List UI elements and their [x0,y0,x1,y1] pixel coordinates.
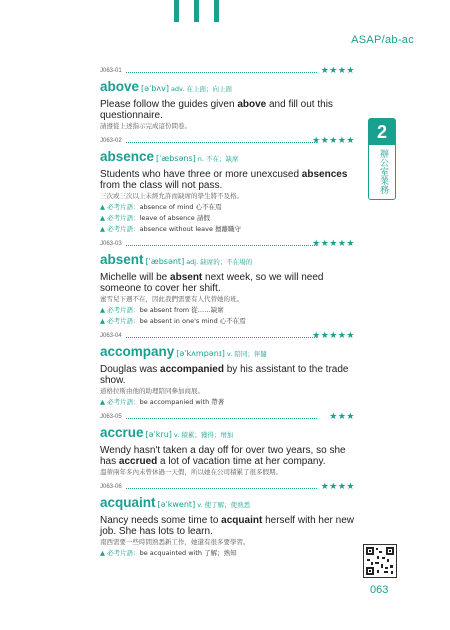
collocation-phrase [100,317,355,326]
pronunciation: [əˈkru] [145,430,172,439]
entry-header-rule [100,138,355,148]
entry-headword-line [100,495,355,513]
importance-stars: ★★★★ [320,66,355,76]
part-of-speech-definition: v. 陪同；伴隨 [226,350,267,358]
importance-stars: ★★★★★ [312,136,355,146]
headword: absence [100,149,155,164]
pronunciation: [əˈkʌmpənɪ] [176,349,225,358]
qr-code [363,544,397,578]
vocab-entry [100,241,355,326]
chapter-side-tab [368,118,396,200]
entry-headword-line [100,425,355,443]
page-number: 063 [370,584,389,596]
importance-stars: ★★★★ [320,482,355,492]
chinese-translation: 蜜雪兒下週不在，因此我們需要有人代替她的班。 [100,295,243,303]
example-text: and fill out this questionnaire. [100,99,333,121]
vocab-entry [100,333,355,407]
chinese-translation: 南西需要一些時間熟悉新工作，她還有很多要學習。 [100,538,250,546]
collocation-phrase [100,306,355,315]
entry-headword-line [100,149,355,167]
example-text: next week, so we will need someone to cover her shift. [100,272,324,294]
example-sentence [100,169,355,191]
collocation-text: leave of absence 請假 [139,214,210,222]
collocation-phrase [100,225,355,234]
qr-code-icon [364,545,396,577]
example-keyword: acquaint [221,515,263,526]
example-text: by his assistant to the trade show. [100,364,349,386]
headword: acquaint [100,495,156,510]
page-header [0,0,450,64]
collocation-text: absence of mind 心不在焉 [139,203,222,211]
collocation-text: be absent from 從……缺席 [139,306,224,314]
audio-track-code: J063-05 [100,414,125,420]
chinese-translation: 溫蒂兩年多內未曾休過一天假，所以她在公司積累了很多假期。 [100,468,282,476]
audio-track-code: J063-04 [100,333,125,339]
headword: absent [100,252,144,267]
example-text: herself with her new job. She has lots to learn. [100,515,355,537]
collocation-tag: ▲ 必考片語： [100,549,140,557]
example-text: Douglas was [100,364,161,375]
chinese-translation: 三次或三次以上未經允許而缺席的學生將不及格。 [100,192,243,200]
collocation-phrase [100,203,355,212]
example-keyword: above [237,99,267,110]
entry-headword-line [100,252,355,270]
part-of-speech-definition: adv. 在上面；向上面 [170,85,233,93]
entry-header-rule [100,68,355,78]
example-text: from the class will not pass. [100,180,223,191]
part-of-speech-definition: v. 積累；獲得；增加 [173,431,234,439]
importance-stars: ★★★★★ [312,331,355,341]
collocation-tag: ▲ 必考片語： [100,214,140,222]
dotted-divider [100,142,317,143]
dotted-divider [100,418,317,419]
audio-track-code: J063-06 [100,484,125,490]
collocation-text: be acquainted with 了解；熟知 [139,549,237,557]
example-sentence [100,272,355,294]
audio-track-code: J063-01 [100,68,125,74]
example-text: Wendy hasn't taken a day off for over two years, so she has [100,445,346,467]
dotted-divider [100,337,317,338]
example-sentence [100,364,355,386]
headword: accrue [100,425,144,440]
example-text: Students who have three or more unexcused [100,169,302,180]
vocabulary-list [100,68,355,565]
audio-track-code: J063-03 [100,241,125,247]
pronunciation: [ˈæbsənt] [145,257,185,266]
entry-header-rule [100,484,355,494]
vocab-entry [100,414,355,477]
entry-header-rule [100,414,355,424]
headword: above [100,79,140,94]
example-sentence [100,99,355,121]
entry-headword-line [100,79,355,97]
collocation-text: absence without leave 擅離職守 [139,225,242,233]
collocation-phrase [100,549,355,558]
example-keyword: absent [170,272,203,283]
chapter-label: 辦公室業務 [378,149,388,194]
collocation-tag: ▲ 必考片語： [100,225,140,233]
dotted-divider [100,488,317,489]
importance-stars: ★★★ [329,412,355,422]
collocation-text: be absent in one's mind 心不在焉 [139,317,246,325]
entry-headword-line [100,344,355,362]
vocab-entry [100,484,355,558]
vocab-entry [100,138,355,234]
headword: accompany [100,344,175,359]
entry-header-rule [100,241,355,251]
audio-track-code: J063-02 [100,138,125,144]
example-text: Nancy needs some time to [100,515,222,526]
example-text: Please follow the guides given [100,99,238,110]
part-of-speech-definition: v. 使了解；使熟悉 [197,501,251,509]
collocation-tag: ▲ 必考片語： [100,306,140,314]
part-of-speech-definition: n. 不在；缺席 [197,155,239,163]
chinese-translation: 道格拉斯由他的助理陪同參加商展。 [100,387,204,395]
dotted-divider [100,245,317,246]
chinese-translation: 請遵從上述指示完成這份問卷。 [100,122,191,130]
example-keyword: accrued [118,456,158,467]
collocation-tag: ▲ 必考片語： [100,317,140,325]
example-sentence [100,515,355,537]
header-word-range: ASAP/ab-ac [351,34,414,46]
header-marker [214,0,219,22]
example-text: Michelle will be [100,272,171,283]
header-marker [194,0,199,22]
importance-stars: ★★★★★ [312,239,355,249]
example-keyword: accompanied [160,364,224,375]
example-sentence [100,445,355,467]
example-keyword: absences [301,169,348,180]
pronunciation: [əˈbʌv] [141,84,169,93]
dotted-divider [100,72,317,73]
collocation-tag: ▲ 必考片語： [100,203,140,211]
pronunciation: [ˈæbsəns] [156,154,196,163]
collocation-phrase [100,214,355,223]
vocab-entry [100,68,355,131]
collocation-text: be accompanied with 帶著 [139,398,225,406]
example-text: a lot of vacation time at her company. [157,456,326,467]
collocation-tag: ▲ 必考片語： [100,398,140,406]
header-marker [174,0,179,22]
chapter-number: 2 [369,119,395,145]
entry-header-rule [100,333,355,343]
part-of-speech-definition: adj. 缺席的；不在場的 [186,258,253,266]
collocation-phrase [100,398,355,407]
pronunciation: [əˈkwent] [157,500,196,509]
